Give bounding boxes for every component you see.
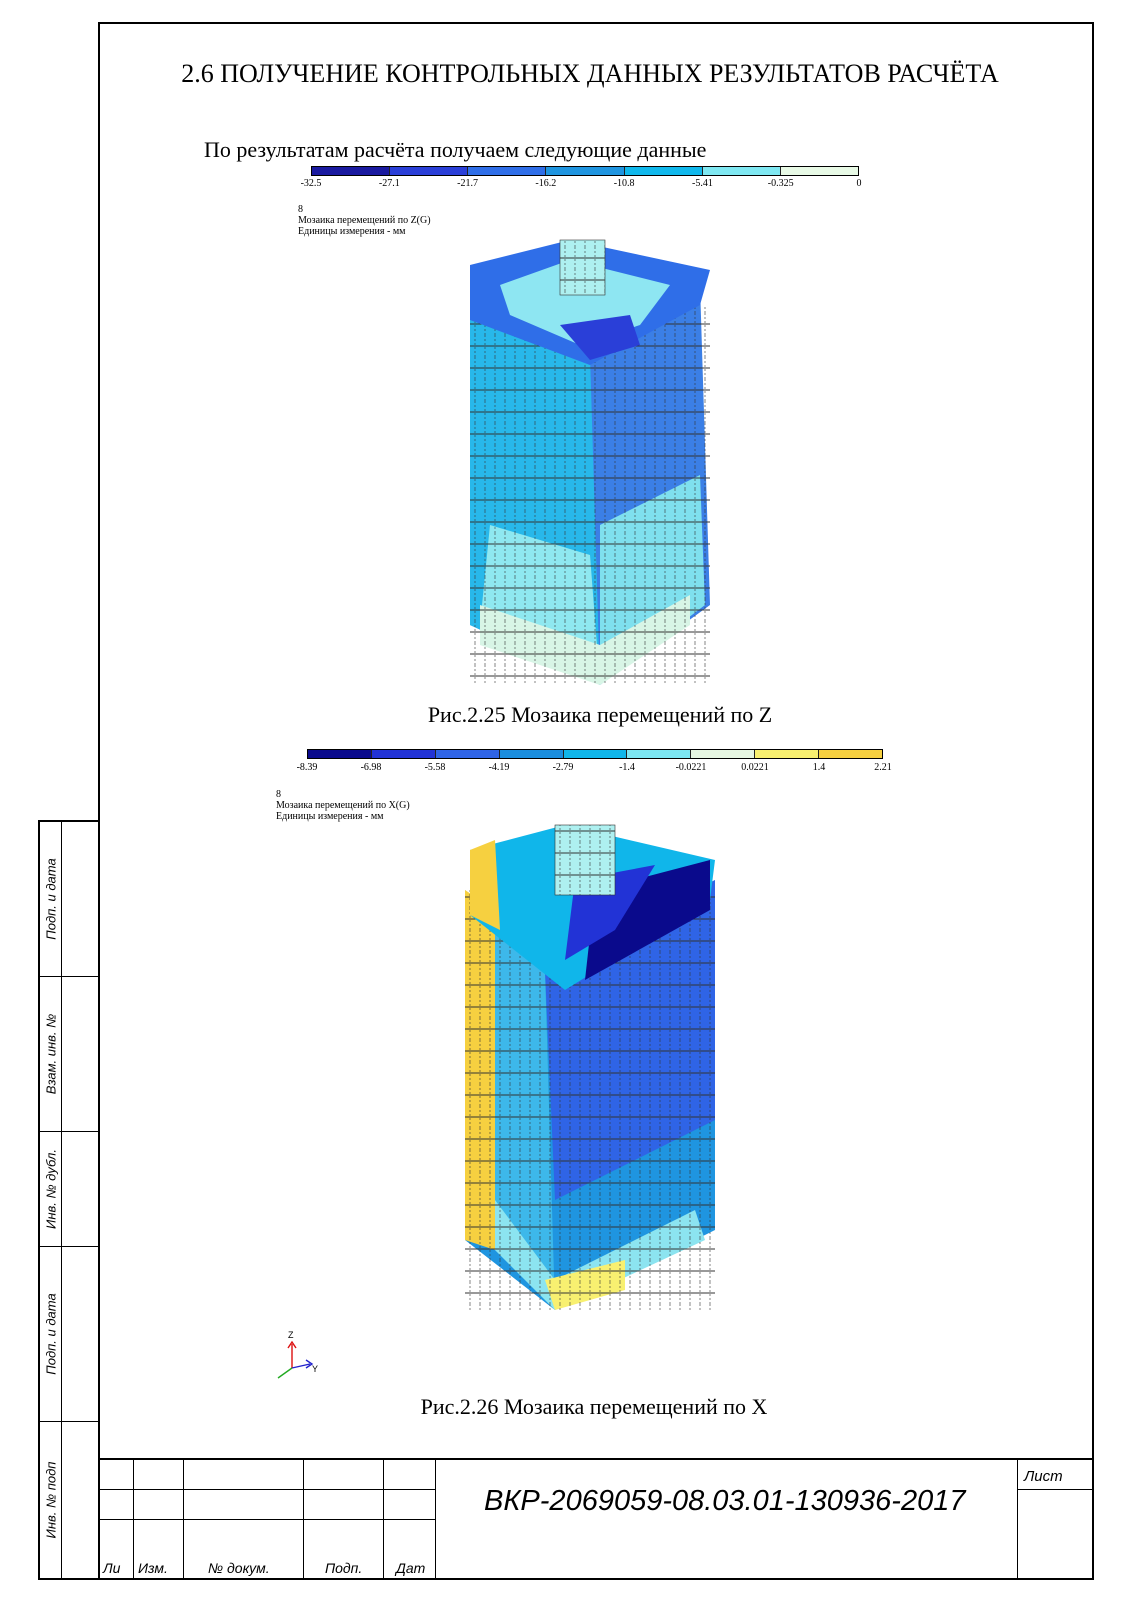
stamp-col-sign: Подп. bbox=[325, 1560, 363, 1576]
side-cell-replace-inv bbox=[40, 977, 98, 1132]
sheet-label: Лист bbox=[1024, 1468, 1063, 1485]
plot-number: 8 bbox=[298, 204, 303, 215]
side-label: Взам. инв. № bbox=[43, 1013, 58, 1095]
figure-caption-x: Рис.2.26 Мозаика перемещений по X bbox=[420, 1394, 768, 1419]
legend-tick-label: -27.1 bbox=[378, 178, 400, 189]
stamp-col-doc: № докум. bbox=[208, 1560, 270, 1576]
side-label: Подп. и дата bbox=[43, 858, 58, 940]
legend-tick-label: 0 bbox=[856, 178, 862, 189]
legend-tick-label: -6.98 bbox=[360, 762, 382, 773]
color-legend-z bbox=[311, 166, 859, 176]
legend-swatch bbox=[691, 750, 755, 758]
legend-swatch bbox=[308, 750, 372, 758]
legend-swatch bbox=[703, 167, 781, 175]
legend-tick-label: -4.19 bbox=[488, 762, 510, 773]
side-label: Инв. № дубл. bbox=[43, 1149, 58, 1229]
section-heading: 2.6 ПОЛУЧЕНИЕ КОНТРОЛЬНЫХ ДАННЫХ РЕЗУЛЬТАТОВ РАСЧЁТА bbox=[181, 59, 999, 88]
side-cell-orig-inv bbox=[40, 1422, 98, 1578]
legend-swatch bbox=[468, 167, 546, 175]
legend-tick-label: -5.41 bbox=[692, 178, 713, 189]
legend-swatch bbox=[625, 167, 703, 175]
axis-label-y: Y bbox=[312, 1364, 319, 1374]
legend-swatch bbox=[436, 750, 500, 758]
axis-triad-icon bbox=[270, 1330, 330, 1385]
intro-text: По результатам расчёта получаем следующие данные bbox=[204, 137, 707, 162]
legend-tick-label: -10.8 bbox=[613, 178, 635, 189]
building-mosaic-x bbox=[455, 820, 735, 1310]
legend-swatch bbox=[819, 750, 882, 758]
legend-tick-label: 1.4 bbox=[812, 762, 826, 773]
legend-tick-label: -32.5 bbox=[300, 178, 322, 189]
legend-tick-label: -0.0221 bbox=[675, 762, 707, 773]
legend-swatch bbox=[312, 167, 390, 175]
legend-tick-label: -8.39 bbox=[296, 762, 318, 773]
stamp-col-izm: Изм. bbox=[138, 1560, 168, 1576]
legend-swatch bbox=[781, 167, 858, 175]
plot-units: Единицы измерения - мм bbox=[298, 226, 406, 237]
plot-title: Мозаика перемещений по Z(G) bbox=[298, 215, 431, 226]
legend-tick-label: -16.2 bbox=[535, 178, 557, 189]
stamp-col-date: Дат bbox=[396, 1560, 426, 1576]
plot-number: 8 bbox=[276, 789, 281, 800]
legend-swatch bbox=[546, 167, 624, 175]
legend-swatch bbox=[755, 750, 819, 758]
legend-swatch bbox=[627, 750, 691, 758]
plot-meta-z bbox=[298, 204, 431, 237]
building-mosaic-z bbox=[440, 225, 740, 695]
stamp-col-li: Ли bbox=[103, 1560, 121, 1576]
side-cell-sign-date-2 bbox=[40, 1247, 98, 1422]
figure-caption-z: Рис.2.25 Мозаика перемещений по Z bbox=[427, 702, 773, 727]
side-stamp-strip bbox=[38, 820, 98, 1580]
legend-tick-label: -5.58 bbox=[424, 762, 446, 773]
document-code: ВКР-2069059-08.03.01-130936-2017 bbox=[484, 1485, 966, 1517]
legend-tick-label: -0.325 bbox=[767, 178, 794, 189]
color-legend-x bbox=[307, 749, 883, 759]
legend-tick-label: 2.21 bbox=[874, 762, 892, 773]
side-label: Инв. № подп bbox=[43, 1461, 58, 1539]
plot-title: Мозаика перемещений по X(G) bbox=[276, 800, 410, 811]
legend-tick-label: -21.7 bbox=[457, 178, 478, 189]
side-cell-sign-date bbox=[40, 822, 98, 977]
side-label: Подп. и дата bbox=[43, 1293, 58, 1375]
plot-meta-x bbox=[276, 789, 410, 822]
side-cell-dup-inv bbox=[40, 1132, 98, 1247]
legend-swatch bbox=[390, 167, 468, 175]
plot-units: Единицы измерения - мм bbox=[276, 811, 384, 822]
legend-tick-label: -1.4 bbox=[619, 762, 635, 773]
legend-swatch bbox=[564, 750, 628, 758]
legend-swatch bbox=[372, 750, 436, 758]
legend-tick-label: -2.79 bbox=[552, 762, 574, 773]
legend-swatch bbox=[500, 750, 564, 758]
legend-tick-label: 0.0221 bbox=[741, 762, 769, 773]
axis-label-z: Z bbox=[288, 1330, 294, 1340]
